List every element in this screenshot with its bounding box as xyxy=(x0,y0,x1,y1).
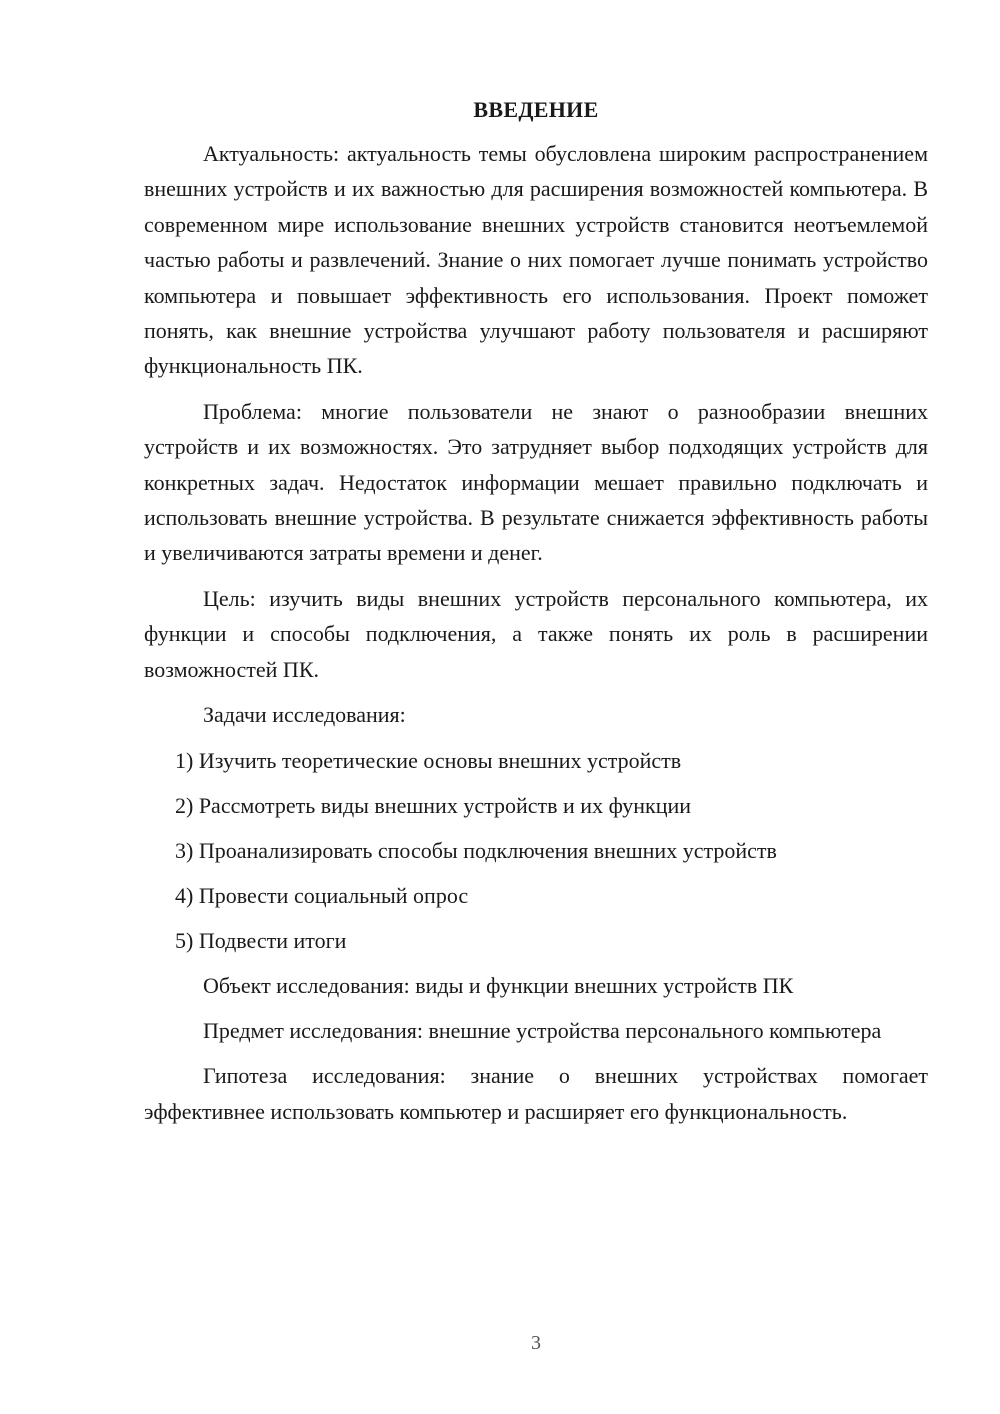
page-number: 3 xyxy=(531,1332,541,1354)
relevance-paragraph: Актуальность: актуальность темы обусловлена широким распространением внешних устройств и их важностью для расширения возможностей компьютера. В современном мире использование внешних устройств становится неотъемлемой частью работы и развлечений. Знание о них помогает лучше понимать устройство компьютера и повышает эффективность его использования. Проект поможет понять, как внешние устройства улучшают работу пользователя и расширяют функциональность ПК. xyxy=(144,141,928,379)
subject-paragraph: Предмет исследования: внешние устройства персонального компьютера xyxy=(203,1017,882,1043)
task-item: 5) Подвести итоги xyxy=(175,927,347,953)
task-item: 1) Изучить теоретические основы внешних устройств xyxy=(175,747,682,773)
problem-paragraph: Проблема: многие пользователи не знают о разнообразии внешних устройств и их возможностях. Это затрудняет выбор подходящих устройств для конкретных задач. Недостаток информации мешает правильно подключать и использовать внешние устройства. В результате снижается эффективность работы и увеличиваются затраты времени и денег. xyxy=(144,398,928,566)
tasks-list xyxy=(144,743,928,958)
object-paragraph: Объект исследования: виды и функции внешних устройств ПК xyxy=(203,972,794,998)
tasks-title: Задачи исследования: xyxy=(203,702,406,728)
task-item: 4) Провести социальный опрос xyxy=(175,882,469,908)
hypothesis-paragraph: Гипотеза исследования: знание о внешних устройствах помогает эффективнее использовать компьютер и расширяет его функциональность. xyxy=(144,1063,928,1124)
goal-paragraph: Цель: изучить виды внешних устройств персонального компьютера, их функции и способы подключения, а также понять их роль в расширении возможностей ПК. xyxy=(144,585,928,682)
task-item: 2) Рассмотреть виды внешних устройств и их функции xyxy=(175,792,692,818)
task-item: 3) Проанализировать способы подключения внешних устройств xyxy=(175,837,777,863)
document-page xyxy=(144,88,928,1139)
section-heading: ВВЕДЕНИЕ xyxy=(473,97,599,122)
